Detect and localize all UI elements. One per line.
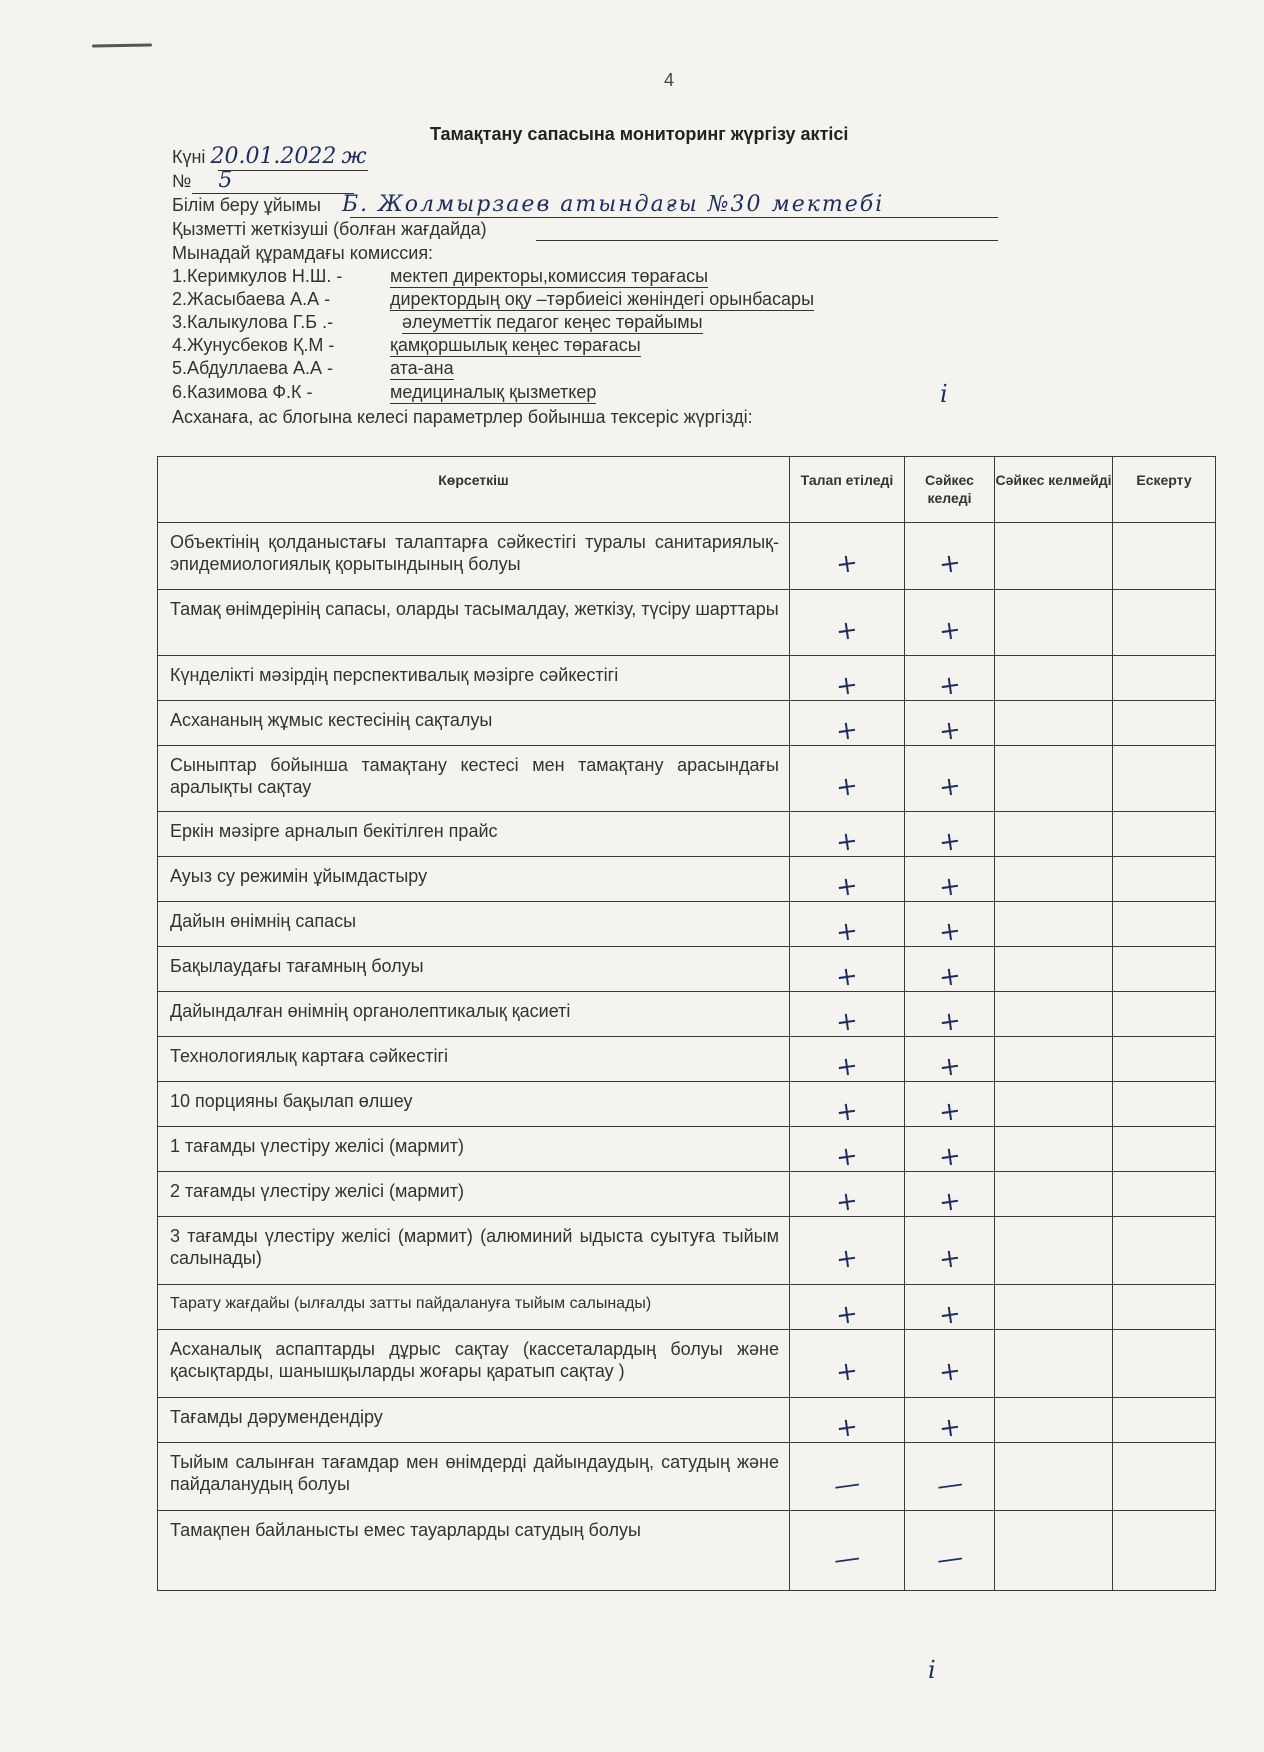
note-cell <box>1113 902 1216 947</box>
complies-cell <box>905 701 995 746</box>
organization-line <box>172 194 884 216</box>
required-mark: + <box>834 825 860 859</box>
required-cell <box>790 1082 905 1127</box>
required-cell <box>790 1127 905 1172</box>
required-cell <box>790 1172 905 1217</box>
required-cell <box>790 1037 905 1082</box>
handwritten-mark: i <box>928 1656 936 1684</box>
not-complies-cell <box>995 1127 1113 1172</box>
table-row <box>158 701 1216 746</box>
required-mark: + <box>834 870 860 904</box>
note-cell <box>1113 1082 1216 1127</box>
complies-mark: + <box>936 825 963 859</box>
complies-mark: + <box>936 1298 963 1332</box>
note-cell <box>1113 1398 1216 1443</box>
required-cell <box>790 947 905 992</box>
required-mark: + <box>834 1411 860 1445</box>
required-cell <box>790 701 905 746</box>
required-mark: — <box>832 1541 862 1576</box>
indicator-cell: Күнделікті мәзірдің перспективалық мәзірге сәйкестігі <box>158 656 790 701</box>
required-cell <box>790 746 905 812</box>
table-row <box>158 1127 1216 1172</box>
indicator-cell: Асхананың жұмыс кестесінің сақталуы <box>158 701 790 746</box>
required-cell <box>790 1217 905 1285</box>
table-row <box>158 992 1216 1037</box>
table-row <box>158 902 1216 947</box>
complies-mark: + <box>936 547 963 581</box>
required-mark: — <box>832 1467 862 1502</box>
required-cell <box>790 1511 905 1591</box>
table-row <box>158 656 1216 701</box>
complies-mark: + <box>936 614 963 647</box>
not-complies-cell <box>995 1443 1113 1511</box>
document-title: Тамақтану сапасына мониторинг жүргізу актісі <box>430 124 849 144</box>
complies-cell <box>905 902 995 947</box>
complies-mark: + <box>936 1242 963 1275</box>
member-name: 3.Калыкулова Г.Б .- <box>172 312 334 332</box>
member-name: 4.Жунусбеков Қ.М - <box>172 335 335 355</box>
not-complies-cell <box>995 746 1113 812</box>
organization-label: Білім беру ұйымы <box>172 195 321 215</box>
note-cell <box>1113 746 1216 812</box>
complies-cell <box>905 1172 995 1217</box>
not-complies-cell <box>995 902 1113 947</box>
complies-cell <box>905 992 995 1037</box>
required-mark: + <box>834 614 860 647</box>
scan-artifact-mark <box>92 43 152 47</box>
table-row <box>158 746 1216 812</box>
required-mark: + <box>834 714 860 748</box>
complies-mark: + <box>936 1050 963 1084</box>
note-cell <box>1113 857 1216 902</box>
not-complies-cell <box>995 812 1113 857</box>
date-line <box>172 146 366 168</box>
complies-cell <box>905 1285 995 1330</box>
complies-cell <box>905 523 995 590</box>
indicator-cell: Технологиялық картаға сәйкестігі <box>158 1037 790 1082</box>
commission-intro: Мынадай құрамдағы комиссия: <box>172 243 434 263</box>
complies-cell <box>905 590 995 656</box>
required-cell <box>790 590 905 656</box>
not-complies-cell <box>995 857 1113 902</box>
table-row <box>158 812 1216 857</box>
complies-mark: — <box>934 1467 965 1502</box>
complies-mark: + <box>936 1355 963 1388</box>
required-mark: + <box>834 1355 860 1388</box>
organization-value: Б. Жолмырзаев атындағы №30 мектебі <box>341 192 885 217</box>
complies-mark: + <box>936 915 963 949</box>
not-complies-cell <box>995 1172 1113 1217</box>
complies-mark: + <box>936 1005 963 1039</box>
required-mark: + <box>834 1005 860 1039</box>
note-cell <box>1113 656 1216 701</box>
handwritten-mark: i <box>940 380 948 408</box>
complies-cell <box>905 1511 995 1591</box>
required-cell <box>790 812 905 857</box>
complies-cell <box>905 947 995 992</box>
indicator-cell: Асханалық аспаптарды дұрыс сақтау (кассеталардың болуы және қасықтарды, шанышқыларды жоғары қаратып сақтау ) <box>158 1330 790 1398</box>
not-complies-cell <box>995 1217 1113 1285</box>
note-cell <box>1113 1217 1216 1285</box>
note-cell <box>1113 590 1216 656</box>
required-cell <box>790 1443 905 1511</box>
indicator-cell: Тарату жағдайы (ылғалды затты пайдалануға тыйым салынады) <box>158 1285 790 1330</box>
required-cell <box>790 523 905 590</box>
indicator-cell: Тамақ өнімдерінің сапасы, оларды тасымалдау, жеткізу, түсіру шарттары <box>158 590 790 656</box>
note-cell <box>1113 523 1216 590</box>
not-complies-cell <box>995 1037 1113 1082</box>
table-row <box>158 1037 1216 1082</box>
complies-cell <box>905 1330 995 1398</box>
table-row <box>158 1172 1216 1217</box>
indicator-cell: 2 тағамды үлестіру желісі (мармит) <box>158 1172 790 1217</box>
note-cell <box>1113 701 1216 746</box>
checklist-table <box>157 456 1216 1591</box>
required-mark: + <box>834 1298 860 1332</box>
required-mark: + <box>834 1050 860 1084</box>
complies-mark: + <box>936 1185 963 1219</box>
not-complies-cell <box>995 1511 1113 1591</box>
complies-mark: + <box>936 960 963 994</box>
indicator-cell: Сыныптар бойынша тамақтану кестесі мен тамақтану арасындағы аралықты сақтау <box>158 746 790 812</box>
table-row <box>158 857 1216 902</box>
note-cell <box>1113 1285 1216 1330</box>
complies-cell <box>905 656 995 701</box>
not-complies-cell <box>995 701 1113 746</box>
required-cell <box>790 1398 905 1443</box>
note-cell <box>1113 1330 1216 1398</box>
complies-mark: + <box>936 714 963 748</box>
member-role: әлеуметтік педагог кеңес төрайымы <box>402 312 703 332</box>
provider-label: Қызметті жеткізуші (болған жағдайда) <box>172 219 487 239</box>
note-cell <box>1113 1172 1216 1217</box>
note-cell <box>1113 812 1216 857</box>
commission-member <box>172 381 596 404</box>
note-cell <box>1113 1511 1216 1591</box>
note-cell <box>1113 1443 1216 1511</box>
complies-cell <box>905 1443 995 1511</box>
not-complies-cell <box>995 523 1113 590</box>
table-row <box>158 1330 1216 1398</box>
commission-member <box>172 288 814 311</box>
note-cell <box>1113 1037 1216 1082</box>
required-mark: + <box>834 1185 860 1219</box>
member-role: директордың оқу –тәрбиеісі жөніндегі орынбасары <box>390 289 815 309</box>
not-complies-cell <box>995 1330 1113 1398</box>
not-complies-cell <box>995 1082 1113 1127</box>
table-row <box>158 947 1216 992</box>
member-name: 2.Жасыбаева А.А - <box>172 289 331 309</box>
provider-underline <box>536 240 998 241</box>
not-complies-cell <box>995 992 1113 1037</box>
required-mark: + <box>834 1095 860 1129</box>
complies-cell <box>905 857 995 902</box>
complies-mark: + <box>936 1140 963 1174</box>
required-cell <box>790 857 905 902</box>
number-label: № <box>172 171 192 191</box>
required-cell <box>790 1285 905 1330</box>
member-role: ата-ана <box>390 358 454 378</box>
number-line <box>172 170 232 192</box>
complies-cell <box>905 746 995 812</box>
table-row <box>158 1082 1216 1127</box>
complies-mark: + <box>936 1095 963 1129</box>
indicator-cell: Еркін мәзірге арналып бекітілген прайс <box>158 812 790 857</box>
required-mark: + <box>834 1242 860 1275</box>
indicator-cell: Дайындалған өнімнің органолептикалық қасиеті <box>158 992 790 1037</box>
date-value: 20.01.2022 <box>210 144 337 169</box>
table-row <box>158 1217 1216 1285</box>
complies-mark: — <box>934 1541 965 1576</box>
complies-cell <box>905 1082 995 1127</box>
indicator-cell: Дайын өнімнің сапасы <box>158 902 790 947</box>
required-cell <box>790 902 905 947</box>
required-mark: + <box>834 1140 860 1174</box>
indicator-cell: Бақылаудағы тағамның болуы <box>158 947 790 992</box>
required-mark: + <box>834 770 860 803</box>
member-role: мектеп директоры,комиссия төрағасы <box>390 266 709 286</box>
complies-cell <box>905 1398 995 1443</box>
required-mark: + <box>834 915 860 949</box>
indicator-cell: Ауыз су режимін ұйымдастыру <box>158 857 790 902</box>
header-required: Талап етіледі <box>790 457 905 523</box>
commission-member <box>172 357 454 380</box>
indicator-cell: Объектінің қолданыстағы талаптарға сәйкестігі туралы санитариялық-эпидемиологиялық қорытындының болуы <box>158 523 790 590</box>
table-row <box>158 1285 1216 1330</box>
note-cell <box>1113 1127 1216 1172</box>
required-mark: + <box>834 547 860 581</box>
not-complies-cell <box>995 947 1113 992</box>
date-suffix: ж <box>341 144 367 169</box>
note-cell <box>1113 992 1216 1037</box>
not-complies-cell <box>995 1398 1113 1443</box>
header-indicator: Көрсеткіш <box>158 457 790 523</box>
member-role: қамқоршылық кеңес төрағасы <box>390 335 641 355</box>
table-row <box>158 1443 1216 1511</box>
number-value: 5 <box>218 168 233 193</box>
complies-mark: + <box>936 1411 963 1445</box>
indicator-cell: Тамақпен байланысты емес тауарларды сатудың болуы <box>158 1511 790 1591</box>
not-complies-cell <box>995 1285 1113 1330</box>
complies-mark: + <box>936 870 963 904</box>
indicator-cell: 3 тағамды үлестіру желісі (мармит) (алюминий ыдыста суытуға тыйым салынады) <box>158 1217 790 1285</box>
note-cell <box>1113 947 1216 992</box>
complies-mark: + <box>936 669 963 703</box>
required-mark: + <box>834 960 860 994</box>
complies-cell <box>905 812 995 857</box>
check-intro: Асханаға, ас блогына келесі параметрлер бойынша тексеріс жүргізді: <box>172 407 753 427</box>
header-not-complies: Сәйкес келмейді <box>995 457 1113 523</box>
required-cell <box>790 1330 905 1398</box>
table-row <box>158 590 1216 656</box>
indicator-cell: Тағамды дәрумендендіру <box>158 1398 790 1443</box>
complies-cell <box>905 1037 995 1082</box>
date-label: Күні <box>172 147 206 167</box>
table-row <box>158 1398 1216 1443</box>
member-name: 5.Абдуллаева А.А - <box>172 358 334 378</box>
page-number: 4 <box>664 70 675 90</box>
member-role: медициналық қызметкер <box>390 382 597 402</box>
complies-mark: + <box>936 770 963 803</box>
commission-member <box>172 311 703 334</box>
commission-member <box>172 334 641 357</box>
date-underline <box>218 170 368 171</box>
provider-line <box>172 218 487 240</box>
table-row <box>158 523 1216 590</box>
header-note: Ескерту <box>1113 457 1216 523</box>
commission-member <box>172 265 708 288</box>
indicator-cell: 10 порцияны бақылап өлшеу <box>158 1082 790 1127</box>
header-complies: Сәйкес келеді <box>905 457 995 523</box>
table-header-row <box>158 457 1216 523</box>
not-complies-cell <box>995 590 1113 656</box>
indicator-cell: 1 тағамды үлестіру желісі (мармит) <box>158 1127 790 1172</box>
not-complies-cell <box>995 656 1113 701</box>
required-cell <box>790 992 905 1037</box>
complies-cell <box>905 1217 995 1285</box>
indicator-cell: Тыйым салынған тағамдар мен өнімдерді дайындаудың, сатудың және пайдаланудың болуы <box>158 1443 790 1511</box>
required-mark: + <box>834 669 860 703</box>
complies-cell <box>905 1127 995 1172</box>
table-row <box>158 1511 1216 1591</box>
required-cell <box>790 656 905 701</box>
member-name: 6.Казимова Ф.К - <box>172 382 313 402</box>
member-name: 1.Керимкулов Н.Ш. - <box>172 266 343 286</box>
